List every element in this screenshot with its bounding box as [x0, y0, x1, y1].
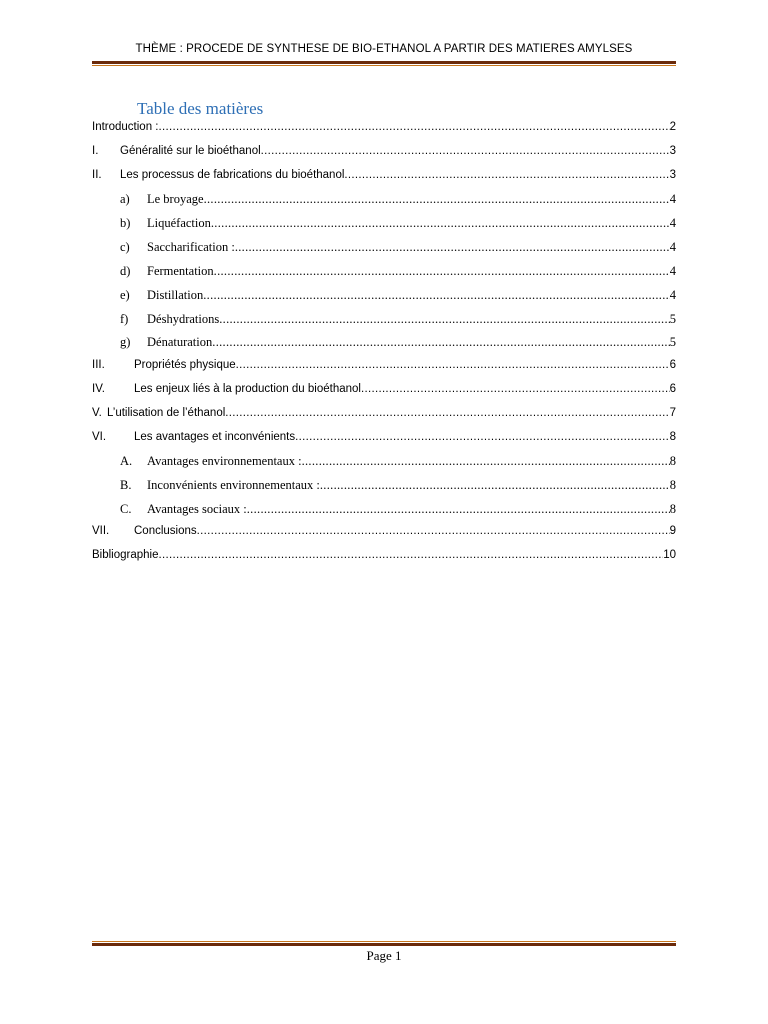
toc-entry-distillation[interactable]: [92, 288, 676, 308]
header-rule: [92, 61, 676, 66]
toc-entry-inconvenients-env[interactable]: [92, 478, 676, 498]
toc-entry-label: Les enjeux liés à la production du bioéthanol: [134, 383, 361, 395]
toc-entry-label: Dénaturation: [147, 335, 213, 349]
toc-entry-label: Introduction :: [92, 121, 159, 133]
toc-entry-page: 10: [663, 549, 676, 561]
toc-entry-conclusions[interactable]: [92, 525, 676, 545]
toc-entry-number: b): [120, 216, 131, 230]
toc-leader: [219, 312, 670, 327]
toc-entry-avantages-sociaux[interactable]: [92, 502, 676, 522]
toc-entry-label: Généralité sur le bioéthanol: [120, 145, 261, 157]
toc-entry-page: 5: [669, 312, 676, 326]
toc-entry-number: g): [120, 335, 131, 349]
toc-entry-page: 6: [669, 359, 676, 371]
toc-entry-page: 5: [669, 335, 676, 349]
toc-leader: [204, 192, 670, 207]
toc-entry-page: 4: [669, 288, 676, 302]
toc-entry-page: 3: [669, 169, 676, 181]
page-number: Page 1: [366, 948, 402, 963]
toc-entry-page: 8: [669, 478, 676, 492]
toc-entry-page: 3: [669, 145, 676, 157]
toc-heading: Table des matières: [137, 99, 264, 118]
toc-entry-label: Distillation: [147, 288, 204, 302]
toc-entry-enjeux[interactable]: [92, 383, 676, 403]
toc-leader: [261, 145, 670, 157]
toc-entry-processus[interactable]: [92, 169, 676, 189]
toc-entry-label: Bibliographie: [92, 549, 159, 561]
toc-entry-page: 7: [669, 407, 676, 419]
toc-leader: [320, 478, 670, 493]
toc-leader: [159, 549, 664, 561]
toc-leader: [236, 359, 670, 371]
toc-entry-number: a): [120, 192, 130, 206]
toc-entry-number: III.: [92, 359, 105, 371]
toc-entry-number: C.: [120, 502, 132, 516]
toc-entry-number: d): [120, 264, 131, 278]
toc-entry-page: 8: [669, 454, 676, 468]
toc-entry-bibliographie[interactable]: [92, 549, 676, 569]
toc-entry-label: Inconvénients environnementaux :: [147, 478, 320, 492]
toc-leader: [361, 383, 670, 395]
toc-entry-page: 4: [669, 240, 676, 254]
toc-leader: [302, 454, 670, 469]
toc-leader: [197, 525, 670, 537]
toc-entry-label: Liquéfaction: [147, 216, 211, 230]
toc-entry-saccharification[interactable]: [92, 240, 676, 260]
toc-entry-label: Fermentation: [147, 264, 214, 278]
toc-entry-page: 4: [669, 192, 676, 206]
toc-entry-page: 9: [669, 525, 676, 537]
toc-entry-fermentation[interactable]: [92, 264, 676, 284]
toc-entry-introduction[interactable]: [92, 121, 676, 141]
page-header-title: THÈME : PROCEDE DE SYNTHESE DE BIO-ETHANOL A PARTIR DES MATIERES AMYLSES: [135, 43, 633, 55]
toc-entry-label: Le broyage: [147, 192, 204, 206]
toc-entry-avantages-inconvenients[interactable]: [92, 431, 676, 451]
footer-rule: [92, 941, 676, 946]
toc-entry-number: B.: [120, 478, 132, 492]
toc-entry-label: Déshydrations: [147, 312, 220, 326]
toc-entry-page: 4: [669, 264, 676, 278]
toc-entry-number: V.: [92, 407, 102, 419]
toc-leader: [158, 121, 669, 133]
toc-entry-number: c): [120, 240, 130, 254]
toc-entry-page: 2: [669, 121, 676, 133]
toc-entry-number: II.: [92, 169, 102, 181]
toc-entry-number: f): [120, 312, 129, 326]
toc-entry-label: Les processus de fabrications du bioéthanol: [120, 169, 345, 181]
toc-leader: [247, 502, 670, 517]
toc-leader: [295, 431, 669, 443]
toc-entry-page: 6: [669, 383, 676, 395]
toc-entry-number: VII.: [92, 525, 110, 537]
toc-entry-liquefaction[interactable]: [92, 216, 676, 236]
toc-entry-number: e): [120, 288, 130, 302]
toc-entry-label: Avantages sociaux :: [147, 502, 247, 516]
toc-leader: [235, 240, 670, 255]
toc-entry-broyage[interactable]: [92, 192, 676, 212]
toc-entry-avantages-env[interactable]: [92, 454, 676, 474]
toc-entry-page: 8: [669, 431, 676, 443]
toc-leader: [225, 407, 669, 419]
toc-entry-label: L’utilisation de l’éthanol: [107, 407, 226, 419]
toc-entry-utilisation[interactable]: [92, 407, 676, 427]
toc-leader: [214, 264, 670, 279]
toc-entry-number: A.: [120, 454, 133, 468]
toc-entry-denaturation[interactable]: [92, 335, 676, 355]
toc-entry-page: 4: [669, 216, 676, 230]
toc-leader: [212, 335, 669, 350]
toc-entry-number: IV.: [92, 383, 106, 395]
toc-entry-page: 8: [669, 502, 676, 516]
toc-entry-label: Propriétés physique: [134, 359, 236, 371]
toc-leader: [203, 288, 670, 303]
toc-entry-proprietes[interactable]: [92, 359, 676, 379]
toc-leader: [211, 216, 670, 231]
toc-entry-deshydrations[interactable]: [92, 312, 676, 332]
toc-entry-generalite[interactable]: [92, 145, 676, 165]
toc-leader: [344, 169, 669, 181]
toc-entry-label: Avantages environnementaux :: [147, 454, 302, 468]
toc-entry-number: I.: [92, 145, 99, 157]
toc-entry-label: Conclusions: [134, 525, 197, 537]
toc-entry-number: VI.: [92, 431, 107, 443]
toc-entry-label: Saccharification :: [147, 240, 235, 254]
toc-entry-label: Les avantages et inconvénients: [134, 431, 296, 443]
